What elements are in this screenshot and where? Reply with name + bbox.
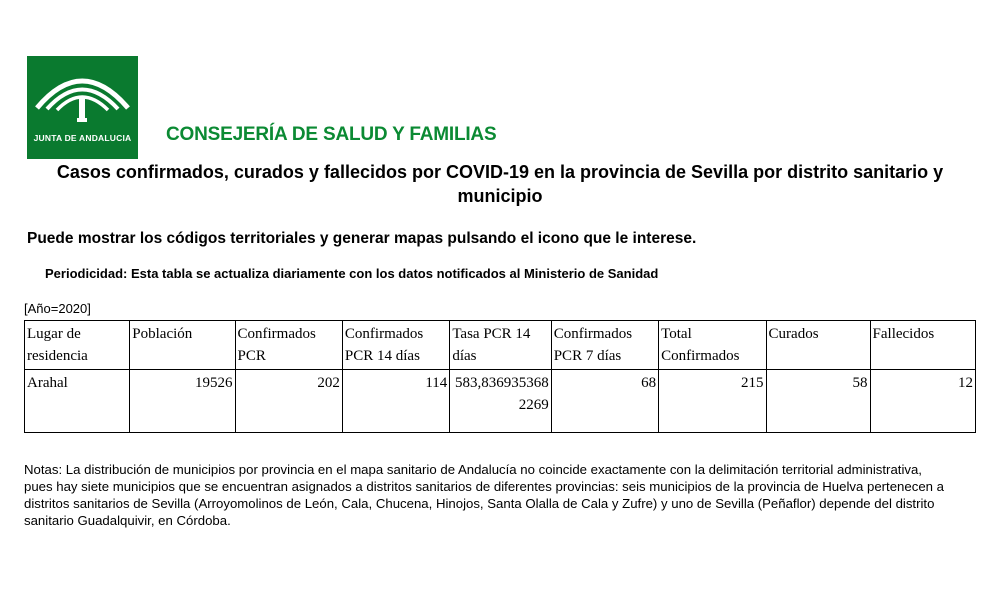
periodicity-text: Periodicidad: Esta tabla se actualiza diariamente con los datos notificados al Ministerio de Sanidad: [45, 266, 659, 281]
col-header-fallecidos: Fallecidos: [870, 321, 975, 370]
intro-text: Puede mostrar los códigos territoriales y generar mapas pulsando el icono que le interese.: [27, 230, 697, 247]
junta-de-andalucia-logo: [27, 56, 138, 159]
logo-emblem-icon: [27, 56, 138, 136]
col-header-tasa-pcr-14: Tasa PCR 14 días: [450, 321, 551, 370]
cell-confirmados-pcr-7: 68: [551, 370, 658, 433]
col-header-total-confirmados: Total Confirmados: [659, 321, 766, 370]
cell-tasa-pcr-14: 583,8369353682269: [450, 370, 551, 433]
table-row: [25, 370, 976, 433]
cell-fallecidos: 12: [870, 370, 975, 433]
cell-curados: 58: [766, 370, 870, 433]
col-header-confirmados-pcr: Confirmados PCR: [235, 321, 342, 370]
col-header-curados: Curados: [766, 321, 870, 370]
covid-data-table: [24, 320, 976, 433]
table-header-row: [25, 321, 976, 370]
cell-lugar[interactable]: Arahal: [25, 370, 130, 433]
cell-confirmados-pcr-14: 114: [342, 370, 449, 433]
cell-confirmados-pcr: 202: [235, 370, 342, 433]
notes-text: Notas: La distribución de municipios por provincia en el mapa sanitario de Andalucía no coincide exactamente con la delimitación territorial administrativa, pues hay siete municipios que se encuentran asignados a distritos sanitarios de diferentes provincias: seis municipios de la provincia de Huelva pertenecen a distritos sanitarios de Sevilla (Arroyomolinos de León, Cala, Chucena, Hinojos, Santa Olalla de Cala y Zufre) y uno de Sevilla (Peñaflor) depende del distrito sanitario Guadalquivir, en Córdoba.: [24, 462, 944, 528]
page-title: Casos confirmados, curados y fallecidos por COVID-19 en la provincia de Sevilla por distrito sanitario y municipio: [56, 162, 944, 206]
col-header-lugar: Lugar de residencia: [25, 321, 130, 370]
year-filter: [Año=2020]: [24, 301, 91, 316]
cell-poblacion: 19526: [130, 370, 235, 433]
cell-total-confirmados: 215: [659, 370, 766, 433]
department-name: CONSEJERÍA DE SALUD Y FAMILIAS: [166, 124, 497, 145]
col-header-confirmados-pcr-7: Confirmados PCR 7 días: [551, 321, 658, 370]
logo-text: JUNTA DE ANDALUCIA: [33, 133, 132, 143]
col-header-confirmados-pcr-14: Confirmados PCR 14 días: [342, 321, 449, 370]
col-header-poblacion: Población: [130, 321, 235, 370]
